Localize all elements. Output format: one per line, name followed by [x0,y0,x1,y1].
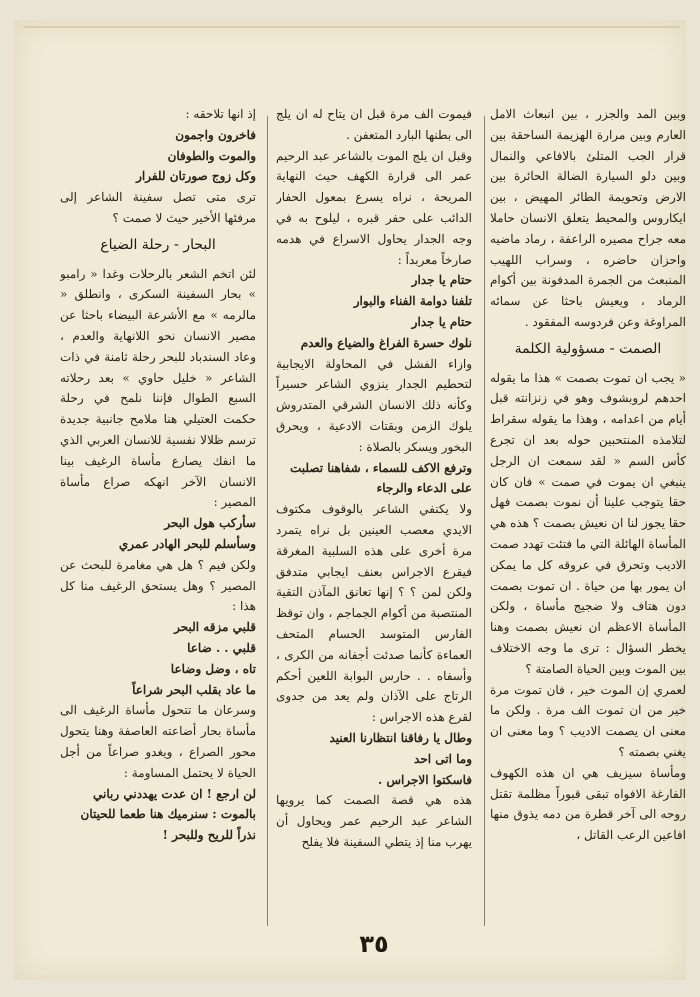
paragraph: فيموت الف مرة قبل ان يتاح له ان يلج الى بطنها البارد المتعفن . [276,107,472,142]
verse-line: وترفع الاكف للسماء ، شفاهنا تصلبت على الدعاء والرجاء [289,460,472,496]
paragraph: وقبل ان يلج الموت بالشاعر عبد الرحيم عمر الى قرارة الكهف حيث النهاية المريحة ، نراه يسرع بمعول الحفار الدائب على حفر قبره ، ليلوح به في وجه الجدار يحاول الاسراع في هدمه صارخاً معربداً : [276,148,472,267]
paragraph: إذ انها تلاحقه : [185,107,256,121]
verse-line: حتام يا جدار [411,314,472,329]
column-divider [484,116,485,926]
paragraph: « يجب ان تموت بصمت » هذا ما يقوله احدهم لروبشوف وهو في زنزانته قبل أيام من اعدامه ، وهذا ما يقوله سقراط لتلامذه المنتحبين حوله بعد ان تجرع كأس السم « لقد سمعت ان الرجل ينبغي ان يموت في صمت » فان كان حقا يتوجب علينا أن نموت بصمت فهل حقا يجوز لنا ان نعيش بصمت ؟ هذه هي المأساة الهائلة التي ما فتئت تهدد صمت الاديب وتحرق في عروقه كل ما يمكن ان يمور بها من حياة . ان تموت بصمت دون هتاف ولا ضجيج مأساة ، ولكن المأساة الاعظم ان نعيش بصمت وهنا يخطر السؤال : ترى ما وجه الاختلاف بين الموت وبين الحياة الصامتة ؟ [490,370,686,676]
paragraph: ولا يكتفي الشاعر بالوقوف مكتوف الايدي معصب العينين بل نراه يتمرد مرة أخرى على هذه السلبية المغرقة فيقرع الاجراس بعنف ايجابي متدفق ولكن لمن ؟ ؟ إنها تعانق المآذن التقية المنتصبة من أكوام الجماجم ، وان توقظ الفارس المتوسد الحسام المتحف العماءة كأنما صدئت أجفانه من الكرى ، وأسفاه . . حارس البوابة اللعين أحكم الرتاج على الآذان ولم يعد من جدوى لقرع هذه الاجراس : [276,502,472,725]
paragraph: هذه هي قصة الصمت كما يرويها الشاعر عبد الرحيم عمر ويحاول أن يهرب منا إذ يتطي السفينة فلا يفلح [276,793,472,849]
verse-line: نلوك حسرة الفراغ والضياع والعدم [300,335,472,350]
section-heading-silence: الصمت - مسؤولية الكلمة [514,340,662,357]
paragraph: ولكن فيم ؟ هل هي مغامرة للبحث عن المصير ؟ وهل يستحق الرغيف منا كل هذا : [60,557,256,614]
verse-line: وطال يا رفاقنا انتظارنا العنيد [329,730,472,745]
paragraph: وازاء الفشل في المحاولة الايجابية لتحطيم الجدار ينزوي الشاعر حسيراً وكأنه ذلك الانسان الشرقي المتدروش يلوك الزمن وبقتات الادعية ، ويحرق البخور ويسكر بالصلاة : [276,356,472,454]
column-left [60,104,256,944]
verse-line: قلبي . . ضاعا [187,640,256,655]
page-fold [24,26,680,28]
magazine-page [14,20,686,980]
verse-line: ما عاد بقلب البحر شراعاً [132,682,256,697]
verse-line: تلفنا دوامة الفناء والبوار [353,294,472,309]
paragraph: ترى متى تصل سفينة الشاعر إلى مرفئها الأخير حيث لا صمت ؟ [60,190,256,225]
column-divider [267,116,268,926]
paragraph: لئن اتخم الشعر بالرحلات وغدا « رامبو » بحار السفينة السكرى ، وانطلق « مالرمه » مع الأشرعة البيضاء باحثا عن مصير الانسان نحو اللانهاية والعدم ، وعاد السندباد للبحر رحلة ثامنة في ذات الشاعر « خليل حاوي » بعد رحلاته السبع الطوال فإننا نلمح في رحلة حكمت العتيلي هنا ملامح جانبية جديدة ترسم ظلالا نفسية للانسان العربي الذي ما انفك يصارع مأساة الرغيف بينا الانسان الآخر انهكه صراع مأساة المصير : [60,266,256,510]
column-right [490,104,686,944]
verse-line: سأركب هول البحر [164,516,256,531]
verse-line: والموت والطوفان [167,148,256,163]
page-number: ٣٥ [359,930,389,958]
verse-line: وما اتى احد [414,751,472,766]
verse-line: لن ارجع ! ان عدت يهددني رباني بالموت : سنرميك هنا طعما للحيتان نذراً للريح وللبحر ! [80,786,256,843]
paragraph: وبين المد والجزر ، بين انبعاث الامل العارم وبين مرارة الهزيمة الساحقة بين قرار الجب المتلئ بالافاعي والنمال وبين دلو السيارة الضالة الحائرة بين الارض وتحويمة الطائر المهيض ، بين ايكاروس والمحيط يتعلق الانسان حاملا معه جراح مصيره الراعفة ، رماد ماضيه واحزان حاضره ، وسراب اللهيب المنبعث من الجمرة المدفونة بين أكوام الرماد ، ويعيش باحثا عن سمائه المراوغة وعن فردوسه المفقود . [490,107,686,329]
column-middle [276,104,472,944]
verse-line: حتام يا جدار [411,273,472,288]
paragraph: وسرعان ما تتحول مأساة الرغيف الى مأساة بحار أضاعته العاصفة وهنا يتحول محور الصراع ، ويغدو صراعاً من أجل الحياة لا يحتمل المساومة : [60,703,256,780]
section-heading-sailor: البحار - رحلة الضياع [100,236,216,253]
paragraph: ومأساة سيزيف هي ان هذه الكهوف الفارغة الافواه تبقى قبوراً مظلمة تقتل روحه الى آخر قطرة من دمه يذوق منها افاعين الرعب القاتل ، [490,765,686,843]
verse-line: فاخرون واجمون [175,127,256,142]
verse-line: تاه ، وضل وضاعا [170,661,256,676]
verse-line: فاسكتوا الاجراس . [378,772,472,787]
verse-line: وسأسلم للبحر الهادر عمري [118,536,256,551]
paragraph: لعمري إن الموت خير ، فان تموت مرة خير من ان تموت الف مرة . ولكن ما معنى ان يصمت الاديب ؟ وما معنى ان يغني بصمته ؟ [490,682,686,759]
verse-line: وكل زوج صورتان للفرار [136,169,256,184]
verse-line: قلبي مزقه البحر [174,620,256,635]
